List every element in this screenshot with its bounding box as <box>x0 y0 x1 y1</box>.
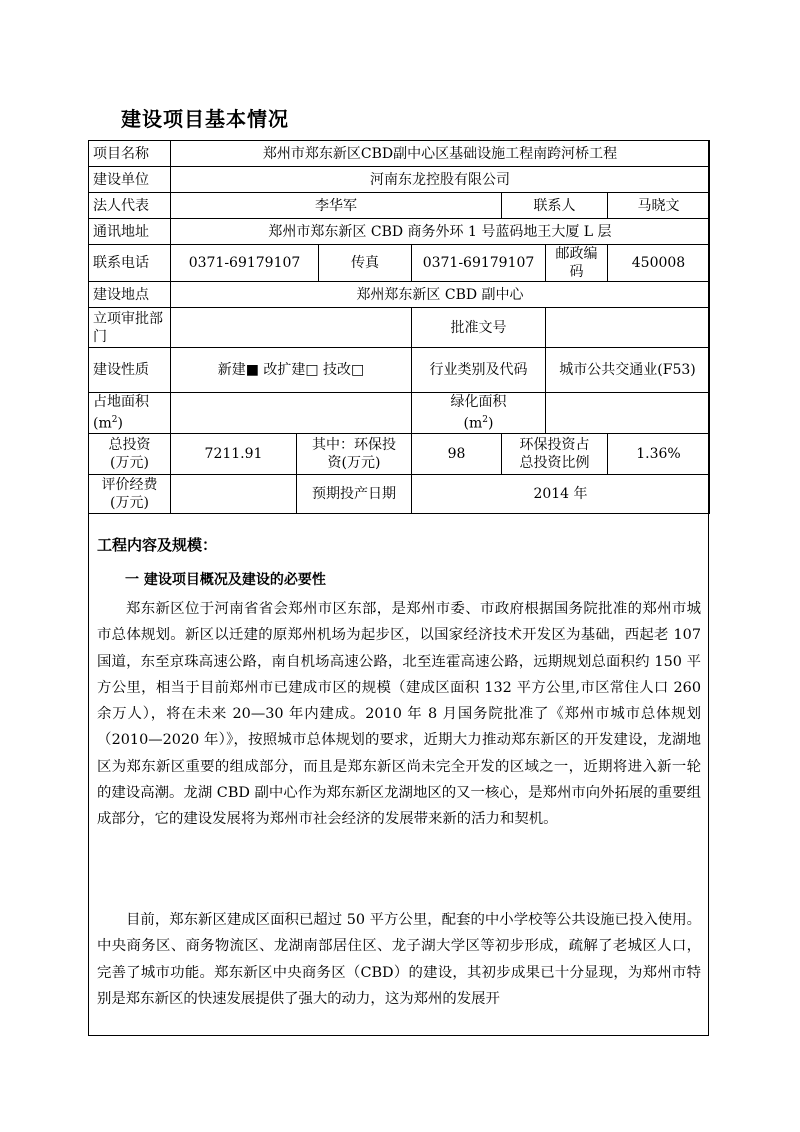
land-area-unit-open: (m <box>93 415 112 432</box>
phone-value: 0371-69179107 <box>171 245 319 282</box>
approval-dept-label: 立项审批部门 <box>89 308 171 348</box>
green-area-unit-close: ) <box>488 415 494 432</box>
env-invest-label <box>297 433 412 474</box>
land-area-label <box>89 393 171 434</box>
row-project-name <box>89 141 710 167</box>
row-area <box>89 393 710 434</box>
assess-fee-value <box>171 474 297 513</box>
postcode-value: 450008 <box>608 245 710 282</box>
green-area-unit-sup: 2 <box>482 415 488 425</box>
address-label: 通讯地址 <box>89 219 171 245</box>
row-address <box>89 219 710 245</box>
fax-value: 0371-69179107 <box>412 245 546 282</box>
assess-fee-label <box>89 474 171 513</box>
approval-dept-value <box>171 308 412 348</box>
unit-label: 建设单位 <box>89 167 171 193</box>
green-area-label <box>412 393 546 434</box>
location-value: 郑州郑东新区 CBD 副中心 <box>171 282 710 308</box>
prod-date-label: 预期投产日期 <box>297 474 412 513</box>
land-area-value <box>171 393 412 434</box>
page-title: 建设项目基本情况 <box>121 107 289 131</box>
green-area-label-text: 绿化面积 <box>450 394 507 410</box>
postcode-label: 邮政编码 <box>546 245 608 282</box>
row-phone <box>89 245 710 282</box>
address-value: 郑州市郑东新区 CBD 商务外环 1 号蓝码地王大厦 L 层 <box>171 219 710 245</box>
env-ratio-value: 1.36% <box>608 433 710 474</box>
green-area-value <box>546 393 710 434</box>
land-area-label-text: 占地面积 <box>93 394 149 410</box>
project-info-table <box>88 140 710 514</box>
total-invest-value: 7211.91 <box>171 433 297 474</box>
env-invest-value: 98 <box>412 433 502 474</box>
contact-label: 联系人 <box>502 193 608 219</box>
env-ratio-label <box>502 433 608 474</box>
green-area-unit-open: (m <box>463 415 483 432</box>
row-location <box>89 282 710 308</box>
row-nature <box>89 348 710 393</box>
industry-label: 行业类别及代码 <box>412 348 546 393</box>
sub-title: 一 建设项目概况及建设的必要性 <box>125 572 326 588</box>
approval-no-value <box>546 308 710 348</box>
env-invest-label-line2: 资(万元) <box>327 454 381 471</box>
legal-rep-label: 法人代表 <box>89 193 171 219</box>
total-invest-label-line1: 总投资 <box>108 436 151 453</box>
paragraph-2: 目前，郑东新区建成区面积已超过 50 平方公里，配套的中小学校等公共设施已投入使用。中央商务区、商务物流区、龙湖南部居住区、龙子湖大学区等初步形成，疏解了老城区人口，完善了城市功能。郑东新区中央商务区（CBD）的建设，其初步成果已十分显现，为郑州市特别是郑东新区的快速发展提供了强大的动力，这为郑州的发展开 <box>97 912 701 1007</box>
env-ratio-label-line1: 环保投资占 <box>519 436 590 453</box>
project-name-value: 郑州市郑东新区CBD副中心区基础设施工程南跨河桥工程 <box>171 141 710 167</box>
industry-value: 城市公共交通业(F53) <box>546 348 710 393</box>
paragraph-1: 郑东新区位于河南省省会郑州市区东部，是郑州市委、市政府根据国务院批准的郑州市城市总体规划。新区以迁建的原郑州机场为起步区，以国家经济技术开发区为基础，西起老 107 国道，东至京珠高速公路，南自机场高速公路，北至连霍高速公路，远期规划总面积约 150 平方公里，相当于目前郑州市已建成市区的规模（建成区面积 132 平方公里,市区常住人口 260 余万人），将在未来 20—30 年内建成。2010 年 8 月国务院批准了《郑州市城市总体规划（2010—2020 年）》，按照城市总体规划的要求，近期大力推动郑东新区的开发建设，龙湖地区为郑东新区重要的组成部分，而且是郑东新区尚未完全开发的区域之一，近期将进入新一轮的建设高潮。龙湖 CBD 副中心作为郑东新区龙湖地区的又一核心，是郑州市向外拓展的重要组成部分，它的建设发展将为郑州市社会经济的发展带来新的活力和契机。 <box>97 601 701 828</box>
land-area-unit-close: ) <box>117 415 123 432</box>
phone-label: 联系电话 <box>89 245 171 282</box>
row-fee <box>89 474 710 513</box>
total-invest-label <box>89 433 171 474</box>
row-approval <box>89 308 710 348</box>
assess-fee-label-line2: (万元) <box>110 494 149 511</box>
section-title: 工程内容及规模： <box>97 536 218 554</box>
legal-rep-value: 李华军 <box>171 193 502 219</box>
unit-value: 河南东龙控股有限公司 <box>171 167 710 193</box>
prod-date-value: 2014 年 <box>412 474 710 513</box>
location-label: 建设地点 <box>89 282 171 308</box>
project-name-label: 项目名称 <box>89 141 171 167</box>
env-ratio-label-line2: 总投资比例 <box>519 454 590 471</box>
total-invest-label-line2: (万元) <box>110 454 149 471</box>
approval-no-label: 批准文号 <box>412 308 546 348</box>
contact-value: 马晓文 <box>608 193 710 219</box>
nature-label: 建设性质 <box>89 348 171 393</box>
env-invest-label-line1: 其中：环保投 <box>312 436 396 453</box>
row-invest <box>89 433 710 474</box>
fax-label: 传真 <box>319 245 412 282</box>
nature-value: 新建■ 改扩建□ 技改□ <box>171 348 412 393</box>
row-unit <box>89 167 710 193</box>
land-area-unit-sup: 2 <box>111 415 118 425</box>
assess-fee-label-line1: 评价经费 <box>101 476 158 493</box>
row-legal-rep <box>89 193 710 219</box>
